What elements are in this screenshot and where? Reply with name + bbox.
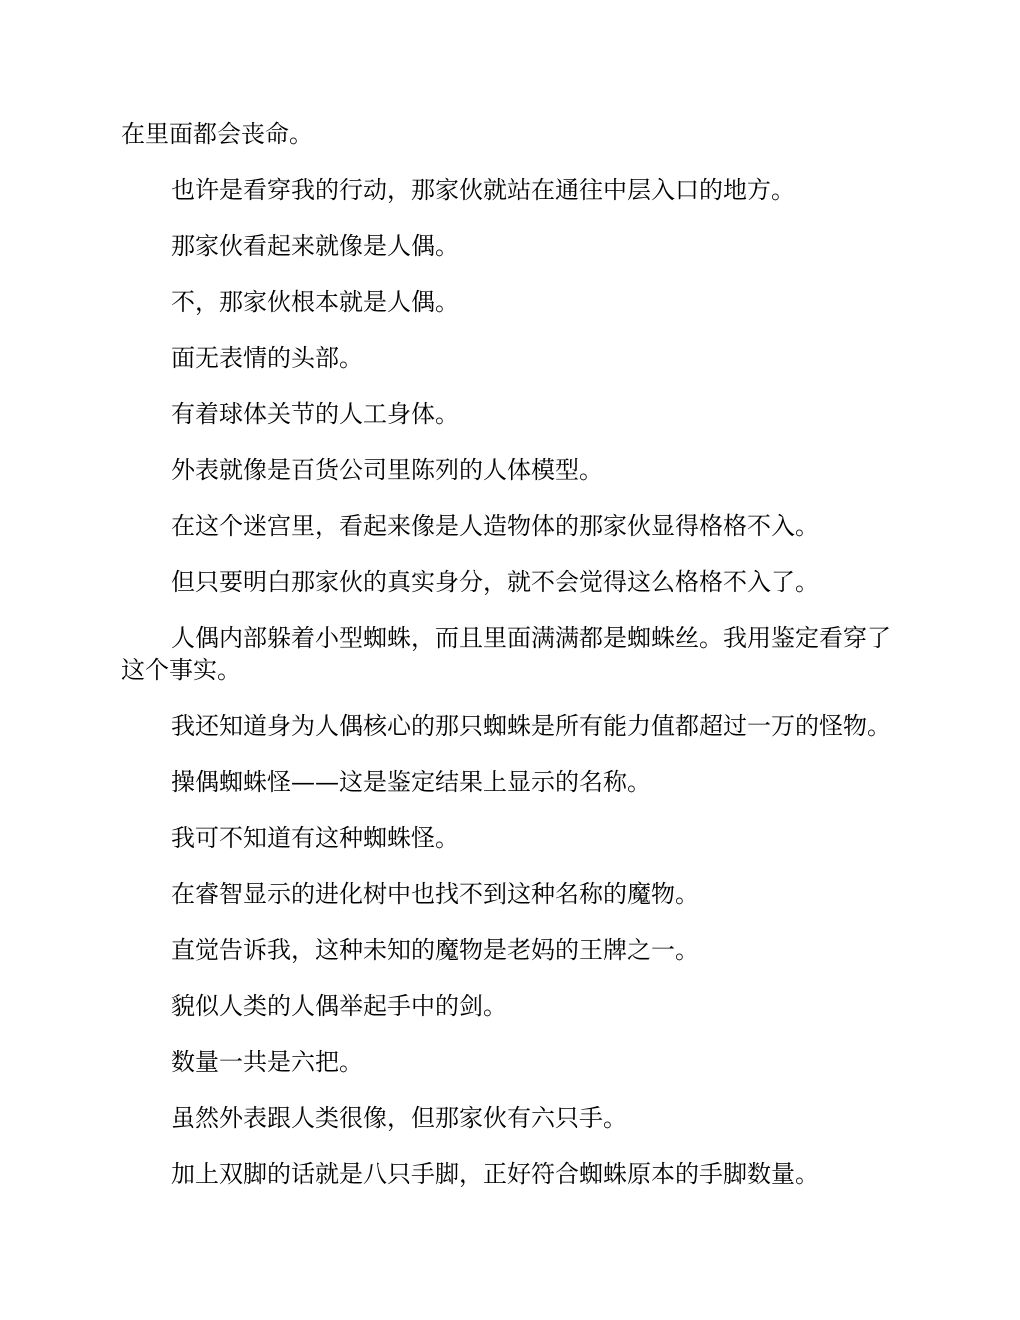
paragraph: 我还知道身为人偶核心的那只蜘蛛是所有能力值都超过一万的怪物。	[171, 712, 891, 740]
paragraph: 我可不知道有这种蜘蛛怪。	[171, 824, 459, 852]
paragraph: 面无表情的头部。	[171, 344, 363, 372]
paragraph: 不，那家伙根本就是人偶。	[171, 288, 459, 316]
paragraph: 貌似人类的人偶举起手中的剑。	[171, 992, 507, 1020]
paragraph: 在睿智显示的进化树中也找不到这种名称的魔物。	[171, 880, 699, 908]
paragraph: 有着球体关节的人工身体。	[171, 400, 459, 428]
paragraph: 那家伙看起来就像是人偶。	[171, 232, 459, 260]
text-body	[121, 118, 899, 1214]
paragraph: 数量一共是六把。	[171, 1048, 363, 1076]
paragraph: 虽然外表跟人类很像，但那家伙有六只手。	[171, 1104, 627, 1132]
paragraph: 但只要明白那家伙的真实身分，就不会觉得这么格格不入了。	[171, 568, 819, 596]
paragraph: 加上双脚的话就是八只手脚，正好符合蜘蛛原本的手脚数量。	[171, 1160, 819, 1188]
paragraph: 外表就像是百货公司里陈列的人体模型。	[171, 456, 603, 484]
paragraph: 直觉告诉我，这种未知的魔物是老妈的王牌之一。	[171, 936, 699, 964]
paragraph: 人偶内部躲着小型蜘蛛，而且里面满满都是蜘蛛丝。我用鉴定看穿了这个事实。	[121, 624, 891, 684]
paragraph: 操偶蜘蛛怪——这是鉴定结果上显示的名称。	[171, 768, 651, 796]
paragraph: 也许是看穿我的行动，那家伙就站在通往中层入口的地方。	[171, 176, 795, 204]
paragraph: 在这个迷宫里，看起来像是人造物体的那家伙显得格格不入。	[171, 512, 819, 540]
paragraph: 在里面都会丧命。	[121, 120, 313, 148]
